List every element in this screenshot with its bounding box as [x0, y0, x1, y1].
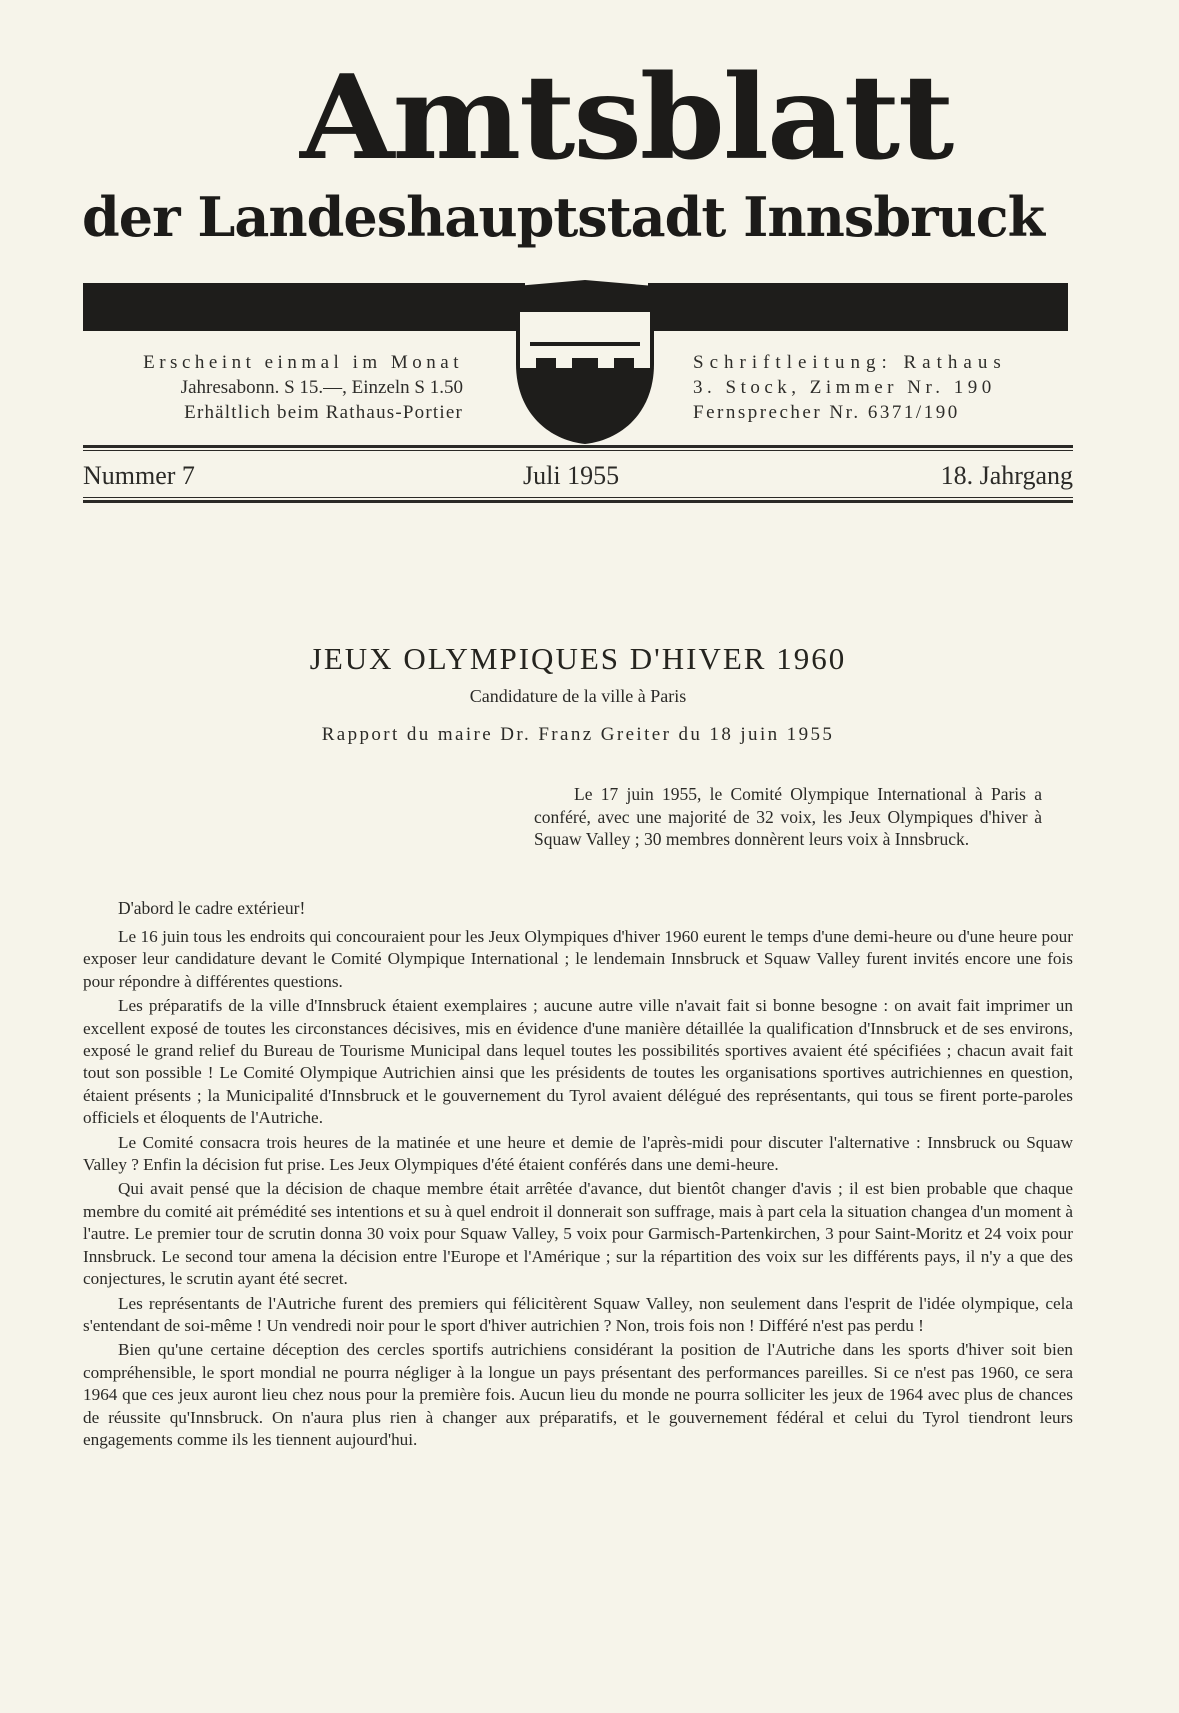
paragraph: Le Comité consacra trois heures de la matinée et une heure et demie de l'après-midi pour discuter l'alternative : Innsbruck ou Squaw Valley ? Enfin la décision fut prise. Les Jeux Olympiques d'été étaient conférés dans une demi-heure.: [83, 1132, 1073, 1175]
masthead-bar-left: [83, 283, 525, 331]
issue-volume: 18. Jahrgang: [940, 461, 1073, 490]
divider-bottom-thin: [83, 497, 1073, 498]
paragraph: Qui avait pensé que la décision de chaque membre était arrêtée d'avance, dut bientôt changer d'avis ; il est bien probable que chaque membre du comité ait prémédité ses intentions et su à quel endroit il donnerait son suffrage, mais à part cela la situation changea d'un moment à l'autre. Le premier tour de scrutin donna 30 voix pour Squaw Valley, 5 voix pour Garmisch-Partenkirchen, 3 pour Saint-Moritz et 24 voix pour Innsbruck. Le second tour amena la décision entre l'Europe et l'Amérique ; sur la répartition des voix sur les différents pays, il n'y a que des conjectures, le scrutin ayant été secret.: [83, 1179, 1073, 1289]
section-heading: D'abord le cadre extérieur!: [118, 898, 306, 918]
masthead-info-right: [693, 350, 1073, 425]
divider-bottom: [83, 500, 1073, 503]
editorial-office: Schriftleitung: Rathaus: [693, 352, 1007, 373]
issue-date: Juli 1955: [523, 461, 620, 490]
article-lead: Le 17 juin 1955, le Comité Olympique International à Paris a conféré, avec une majorité de 32 voix, les Jeux Olympiques d'hiver à Squaw Valley ; 30 membres donnèrent leurs voix à Innsbruck.: [534, 784, 1042, 849]
issue-line: [83, 458, 1073, 494]
divider-top-thin: [83, 450, 1073, 451]
article-report-line: Rapport du maire Dr. Franz Greiter du 18 juin 1955: [321, 724, 835, 745]
paragraph: Les préparatifs de la ville d'Innsbruck étaient exemplaires ; aucune autre ville n'avait fait si bonne besogne : on avait fait imprimer un excellent exposé de toutes les circonstances décisives, mis en évidence d'une manière détaillée la qualification d'Innsbruck et de ses environs, exposé le grand relief du Bureau de Tourisme Municipal dans lequel toutes les possibilités sportives avaient été spécifiées ; chacun avait fait tout son possible ! Le Comité Olympique Autrichien ainsi que les présidents de toutes les organisations sportives autrichiennes en question, étaient présents ; la Municipalité d'Innsbruck et le gouvernement du Tyrol avaient délégué des représentants, qui tous se firent porte-paroles officiels et éloquents de l'Autriche.: [83, 996, 1073, 1128]
masthead-info-left: [83, 350, 463, 425]
issue-number: Nummer 7: [83, 461, 195, 490]
masthead-bar-right: [648, 283, 1068, 331]
availability: Erhältlich beim Rathaus-Portier: [184, 402, 463, 423]
article-subtitle: Candidature de la ville à Paris: [469, 686, 687, 706]
phone-number: Fernsprecher Nr. 6371/190: [693, 402, 960, 423]
article-body: [83, 926, 1073, 1453]
paragraph: Bien qu'une certaine déception des cercles sportifs autrichiens considérant la position de l'Autriche dans les sports d'hiver soit bien compréhensible, le sport mondial ne pourra négliger à la longue un pays présentant des performances pareilles. Si ce n'est pas 1960, ce sera 1964 que ces jeux auront lieu chez nous pour la première fois. Aucun lieu du monde ne pourra solliciter les jeux de 1964 avec plus de chances de réussite qu'Innsbruck. On n'aura plus rien à changer aux préparatifs, et le gouvernement fédéral et celui du Tyrol tiendront leurs engagements comme ils les tiennent aujourd'hui.: [83, 1340, 1073, 1449]
divider-top: [83, 445, 1073, 448]
masthead-subtitle: der Landeshauptstadt Innsbruck: [82, 185, 1045, 249]
article-title: JEUX OLYMPIQUES D'HIVER 1960: [309, 641, 847, 676]
paragraph: Le 16 juin tous les endroits qui concouraient pour les Jeux Olympiques d'hiver 1960 eurent le temps d'une demi-heure ou d'une heure pour exposer leur candidature devant le Comité Olympique International ; le lendemain Innsbruck et Squaw Valley furent invités encore une fois pour répondre à différentes questions.: [83, 927, 1073, 991]
office-room: 3. Stock, Zimmer Nr. 190: [693, 377, 996, 398]
paragraph: Les représentants de l'Autriche furent des premiers qui félicitèrent Squaw Valley, non seulement dans l'esprit de l'idée olympique, cela s'entendant de soi-même ! Un vendredi noir pour le sport d'hiver autrichien ? Non, trois fois non ! Différé n'est pas perdu !: [83, 1293, 1073, 1335]
masthead-title: Amtsblatt: [300, 50, 953, 186]
subscription-price: Jahresabonn. S 15.—, Einzeln S 1.50: [180, 377, 463, 398]
publication-frequency: Erscheint einmal im Monat: [143, 352, 463, 373]
coat-of-arms-icon: [510, 272, 660, 452]
